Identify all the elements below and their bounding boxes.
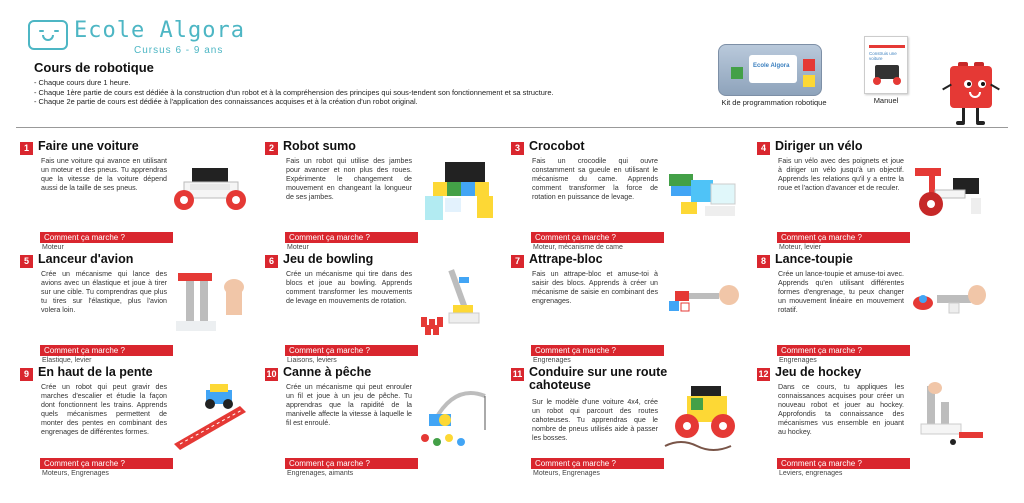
lesson-title: Canne à pêche bbox=[283, 365, 372, 379]
lesson-number: 10 bbox=[266, 369, 277, 379]
top-launcher-icon bbox=[907, 267, 989, 339]
lesson-description: Fais un crocodile qui ouvre constamment sa gueule en utilisant le mécanisme du came. Apprends comment transformer la force de rotation en puissance de levage. bbox=[532, 157, 658, 201]
lesson-tag: Engrenages bbox=[779, 357, 817, 364]
lesson-card bbox=[511, 253, 747, 367]
lesson-tag: Liaisons, leviers bbox=[287, 357, 337, 364]
lesson-card bbox=[511, 366, 747, 480]
lesson-number: 11 bbox=[512, 369, 523, 379]
how-it-works-button[interactable]: Comment ça marche ? bbox=[40, 345, 173, 356]
how-it-works-button[interactable]: Comment ça marche ? bbox=[777, 232, 910, 243]
manual-caption: Manuel bbox=[873, 96, 899, 105]
how-it-works-button[interactable]: Comment ça marche ? bbox=[285, 345, 418, 356]
manual-image bbox=[858, 36, 914, 110]
lesson-title: Robot sumo bbox=[283, 139, 356, 153]
lesson-description: Crée un mécanisme qui lance des avions avec un élastique et joue à tirer sur une cible. Tu comprendras que plus tu tires sur l'élastique, plus l'avion volera loin. bbox=[41, 270, 167, 314]
lesson-title: Jeu de hockey bbox=[775, 365, 862, 379]
lesson-number: 1 bbox=[20, 142, 33, 155]
lesson-number: 12 bbox=[758, 369, 769, 379]
lesson-title: Lance-toupie bbox=[775, 252, 853, 266]
lesson-tag: Moteur bbox=[42, 244, 64, 251]
lesson-tag: Moteurs, Engrenages bbox=[42, 470, 109, 477]
logo-name: Ecole Algora bbox=[74, 18, 245, 43]
lesson-description: Crée un mécanisme qui tire dans des blocs et joue au bowling. Apprends comment transformer les mouvements de levage en mouvements de rotation. bbox=[286, 270, 412, 305]
how-it-works-button[interactable]: Comment ça marche ? bbox=[777, 458, 910, 469]
how-it-works-button[interactable]: Comment ça marche ? bbox=[40, 458, 173, 469]
lesson-title: Attrape-bloc bbox=[529, 252, 603, 266]
kit-box-icon bbox=[718, 44, 822, 96]
lesson-description: Crée un robot qui peut gravir des marches d'escalier et étudie la façon dont fonctionnent les trains. Apprends quels mécanismes permettent de monter des pentes en combinant des engrenages de différentes formes. bbox=[41, 383, 167, 436]
kit-box-label: Ecole Algora bbox=[753, 63, 790, 69]
how-it-works-button[interactable]: Comment ça marche ? bbox=[531, 458, 664, 469]
bowling-robot-icon bbox=[415, 267, 497, 339]
robot-car-icon bbox=[170, 154, 252, 226]
lesson-description: Fais un robot qui utilise des jambes pour avancer et non plus des roues. Expérimente le changement de mouvement en changeant la longueur de ses jambes. bbox=[286, 157, 412, 201]
how-it-works-button[interactable]: Comment ça marche ? bbox=[40, 232, 173, 243]
lesson-card bbox=[757, 253, 993, 367]
lesson-description: Dans ce cours, tu appliques les connaissances acquises pour créer un nouveau robot et jouer au hockey. Approfondis ta connaissance des mécanismes vus ensemble en jouant au hockey. bbox=[778, 383, 904, 436]
mascot-robot-icon bbox=[944, 66, 998, 130]
how-it-works-button[interactable]: Comment ça marche ? bbox=[531, 232, 664, 243]
course-info-line: - Chaque cours dure 1 heure. bbox=[34, 78, 131, 87]
lesson-card bbox=[511, 140, 747, 254]
lesson-card bbox=[265, 253, 501, 367]
hockey-robot-icon bbox=[907, 380, 989, 452]
lesson-title: Jeu de bowling bbox=[283, 252, 374, 266]
lesson-card bbox=[20, 366, 256, 480]
lesson-number: 6 bbox=[265, 255, 278, 268]
lesson-card bbox=[265, 140, 501, 254]
how-it-works-button[interactable]: Comment ça marche ? bbox=[285, 458, 418, 469]
lesson-card bbox=[265, 366, 501, 480]
lesson-tag: Leviers, engrenages bbox=[779, 470, 843, 477]
sumo-robot-icon bbox=[415, 154, 497, 226]
offroad-car-icon bbox=[661, 380, 743, 452]
logo bbox=[28, 18, 258, 54]
lesson-number: 5 bbox=[20, 255, 33, 268]
lesson-number: 3 bbox=[511, 142, 524, 155]
lesson-number: 4 bbox=[757, 142, 770, 155]
lesson-tag: Elastique, levier bbox=[42, 357, 92, 364]
how-it-works-button[interactable]: Comment ça marche ? bbox=[285, 232, 418, 243]
lesson-tag: Moteurs, Engrenages bbox=[533, 470, 600, 477]
page-title: Cours de robotique bbox=[34, 60, 154, 75]
manual-book-icon bbox=[864, 36, 908, 94]
lesson-number: 8 bbox=[757, 255, 770, 268]
lesson-number: 2 bbox=[265, 142, 278, 155]
how-it-works-button[interactable]: Comment ça marche ? bbox=[531, 345, 664, 356]
lesson-description: Fais une voiture qui avance en utilisant un moteur et des pneus. Tu apprendras que la vitesse de la voiture dépend aussi de la taille de ses pneus. bbox=[41, 157, 167, 192]
grabber-robot-icon bbox=[661, 267, 743, 339]
lesson-title: Faire une voiture bbox=[38, 139, 139, 153]
lesson-tag: Moteur bbox=[287, 244, 309, 251]
lesson-card bbox=[20, 253, 256, 367]
lesson-title: Crocobot bbox=[529, 139, 585, 153]
how-it-works-button[interactable]: Comment ça marche ? bbox=[777, 345, 910, 356]
lesson-description: Fais un vélo avec des poignets et joue à diriger un vélo jusqu'à un objectif. Apprends les relations qu'il y a entre la roue et l'action d'avancer et de reculer. bbox=[778, 157, 904, 192]
lesson-tag: Engrenages bbox=[533, 357, 571, 364]
lesson-title: Conduire sur une route cahoteuse bbox=[529, 365, 668, 392]
course-info-line: - Chaque 2e partie de cours est dédiée à l'application des connaissances acquises et à la création d'un robot original. bbox=[34, 97, 418, 106]
lesson-number: 9 bbox=[20, 368, 33, 381]
logo-face-icon bbox=[28, 20, 68, 50]
kit-image bbox=[708, 40, 840, 110]
kit-caption: Kit de programmation robotique bbox=[721, 98, 827, 107]
course-info-line: - Chaque 1ère partie de cours est dédiée à la construction d'un robot et à la compréhension des principes qui sous-tendent son fonctionnement et sa structure. bbox=[34, 87, 554, 97]
lesson-card bbox=[757, 140, 993, 254]
crocodile-robot-icon bbox=[661, 154, 743, 226]
lesson-title: Diriger un vélo bbox=[775, 139, 863, 153]
lesson-title: En haut de la pente bbox=[38, 365, 153, 379]
bicycle-robot-icon bbox=[907, 154, 989, 226]
manual-book-title: Construis une voiture bbox=[869, 51, 897, 61]
lesson-tag: Moteur, mécanisme de came bbox=[533, 244, 623, 251]
lesson-description: Fais un attrape-bloc et amuse-toi à saisir des blocs. Apprends à créer un mécanisme de saisie en combinant des engrenages. bbox=[532, 270, 658, 305]
lesson-card bbox=[757, 366, 993, 480]
course-info bbox=[34, 78, 553, 107]
lesson-title: Lanceur d'avion bbox=[38, 252, 134, 266]
logo-subtitle: Cursus 6 - 9 ans bbox=[134, 45, 224, 56]
divider bbox=[16, 127, 1008, 128]
lesson-description: Crée un mécanisme qui peut enrouler un fil et joue à un jeu de pêche. Tu apprendras que la rapidité de la manivelle affecte la vitesse à laquelle le fil est enroulé. bbox=[286, 383, 412, 427]
lesson-card bbox=[20, 140, 256, 254]
lesson-description: Crée un lance-toupie et amuse-toi avec. Apprends qu'en utilisant différentes formes d'engrenage, tu peux changer un mouvement linéaire en mouvement rotatif. bbox=[778, 270, 904, 314]
lesson-number: 7 bbox=[511, 255, 524, 268]
slope-robot-icon bbox=[170, 380, 252, 452]
lesson-description: Sur le modèle d'une voiture 4x4, crée un robot qui parcourt des routes cahoteuses. Tu apprendras que le nombre de pneus utilisés aide à passer les bosses. bbox=[532, 398, 658, 442]
lesson-tag: Engrenages, aimants bbox=[287, 470, 354, 477]
lesson-tag: Moteur, levier bbox=[779, 244, 822, 251]
plane-launcher-icon bbox=[170, 267, 252, 339]
fishing-rod-icon bbox=[415, 380, 497, 452]
